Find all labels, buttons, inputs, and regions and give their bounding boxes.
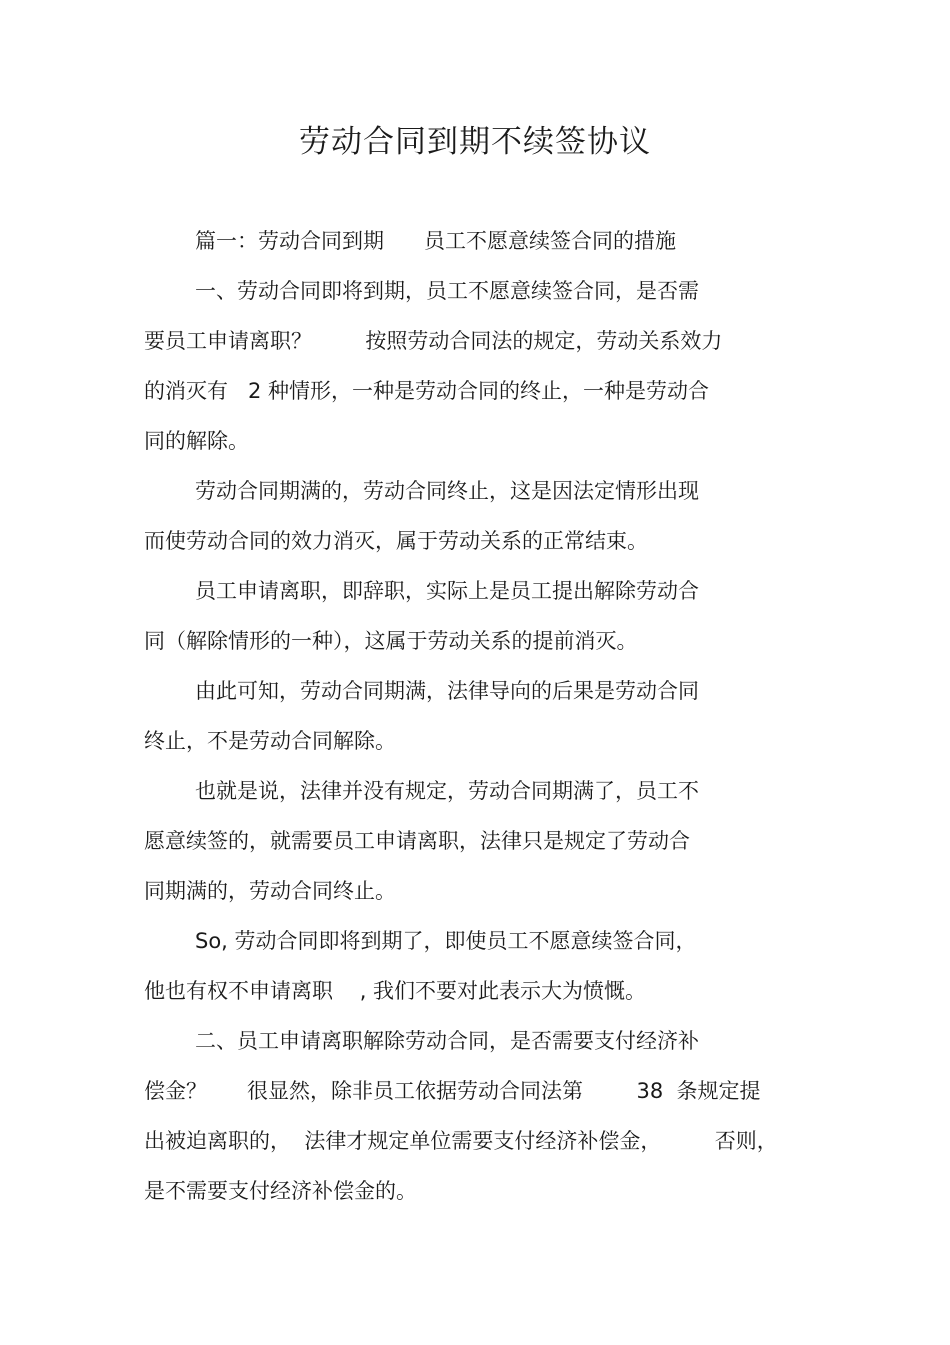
text-line-6: 劳动合同期满的，劳动合同终止，这是因法定情形出现 bbox=[195, 479, 699, 503]
text-line-9: 同（解除情形的一种），这属于劳动关系的提前消灭。 bbox=[144, 629, 638, 653]
text-line-20: 是不需要支付经济补偿金的。 bbox=[144, 1179, 417, 1203]
text-line-11: 终止，不是劳动合同解除。 bbox=[144, 729, 396, 753]
text-line-16: 他也有权不申请离职 , 我们不要对此表示大为愤慨。 bbox=[144, 979, 647, 1003]
text-line-3: 要员工申请离职？ 按照劳动合同法的规定，劳动关系效力 bbox=[144, 329, 723, 353]
text-line-7: 而使劳动合同的效力消灭，属于劳动关系的正常结束。 bbox=[144, 529, 648, 553]
text-line-13: 愿意续签的，就需要员工申请离职，法律只是规定了劳动合 bbox=[144, 829, 690, 853]
text-line-18: 偿金？ 很显然，除非员工依据劳动合同法第 38 条规定提 bbox=[144, 1079, 761, 1103]
document-title: 劳动合同到期不续签协议 bbox=[299, 124, 651, 160]
text-line-5: 同的解除。 bbox=[144, 429, 249, 453]
text-line-2: 一、劳动合同即将到期，员工不愿意续签合同，是否需 bbox=[195, 279, 699, 303]
text-line-14: 同期满的，劳动合同终止。 bbox=[144, 879, 396, 903]
text-line-8: 员工申请离职，即辞职，实际上是员工提出解除劳动合 bbox=[195, 579, 699, 603]
text-line-10: 由此可知，劳动合同期满，法律导向的后果是劳动合同 bbox=[195, 679, 699, 703]
text-line-1: 篇一：劳动合同到期 员工不愿意续签合同的措施 bbox=[195, 229, 677, 253]
text-line-17: 二、员工申请离职解除劳动合同，是否需要支付经济补 bbox=[195, 1029, 699, 1053]
text-line-15: So, 劳动合同即将到期了，即使员工不愿意续签合同， bbox=[195, 929, 697, 953]
text-line-4: 的消灭有 2 种情形，一种是劳动合同的终止，一种是劳动合 bbox=[144, 379, 710, 403]
text-line-12: 也就是说，法律并没有规定，劳动合同期满了，员工不 bbox=[195, 779, 699, 803]
text-line-19: 出被迫离职的， 法律才规定单位需要支付经济补偿金， 否则， bbox=[144, 1129, 778, 1153]
